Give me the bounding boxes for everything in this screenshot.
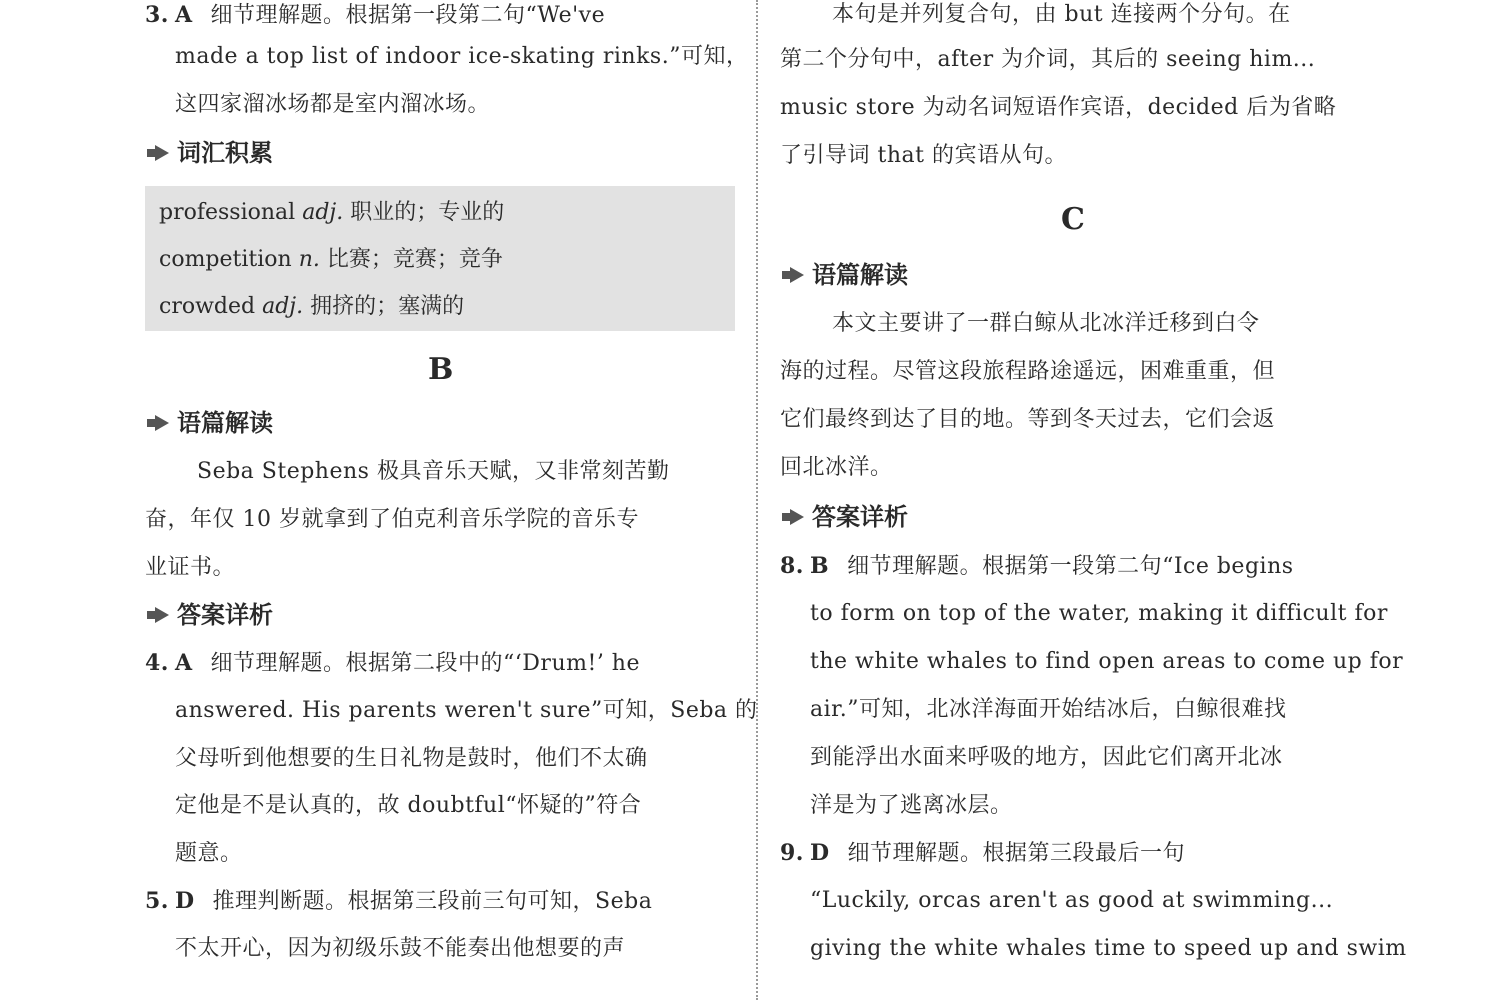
question-5-line-1 bbox=[145, 886, 652, 917]
analysis-line: 本句是并列复合句，由 but 连接两个分句。在 bbox=[832, 2, 1291, 27]
analysis-line: 了引导词 that 的宾语从句。 bbox=[780, 143, 1067, 168]
question-number: 4. bbox=[145, 650, 169, 676]
question-text: 细节理解题。根据第一段第二句“Ice begins bbox=[847, 554, 1294, 579]
b-reading-line: Seba Stephens 极具音乐天赋，又非常刻苦勤 bbox=[197, 459, 670, 484]
analysis-line: 第二个分句中，after 为介词，其后的 seeing him... bbox=[780, 47, 1316, 72]
c-reading-heading-label: 语篇解读 bbox=[812, 261, 908, 289]
vocab-meaning: 职业的；专业的 bbox=[350, 200, 505, 225]
question-8-line-1 bbox=[780, 551, 1294, 582]
c-reading-line: 它们最终到达了目的地。等到冬天过去，它们会返 bbox=[780, 407, 1276, 432]
c-reading-heading bbox=[780, 260, 908, 290]
vocab-word: crowded bbox=[159, 294, 256, 319]
vocab-pos: adj. bbox=[302, 200, 344, 225]
question-9-line-1 bbox=[780, 838, 1185, 869]
question-4-line-3: 父母听到他想要的生日礼物是鼓时，他们不太确 bbox=[175, 746, 648, 771]
vocab-heading-label: 词汇积累 bbox=[177, 139, 273, 167]
answer-letter: D bbox=[174, 888, 195, 914]
question-3-line-3: 这四家溜冰场都是室内溜冰场。 bbox=[175, 92, 491, 117]
vocab-item bbox=[159, 198, 504, 228]
answer-letter: D bbox=[809, 840, 830, 866]
question-9-line-3: giving the white whales time to speed up and swim bbox=[810, 936, 1407, 961]
question-8-line-4: air.”可知，北冰洋海面开始结冰后，白鲸很难找 bbox=[810, 697, 1287, 722]
question-3-line-1 bbox=[145, 0, 605, 31]
vocab-meaning: 拥挤的；塞满的 bbox=[310, 294, 465, 319]
vocab-meaning: 比赛；竞赛；竞争 bbox=[326, 247, 503, 272]
question-5-line-2: 不太开心，因为初级乐鼓不能奏出他想要的声 bbox=[175, 936, 626, 961]
c-answer-heading bbox=[780, 502, 908, 532]
vocab-word: professional bbox=[159, 200, 296, 225]
section-c-title: C bbox=[1061, 202, 1085, 237]
question-number: 8. bbox=[780, 553, 804, 579]
arrow-marker-icon bbox=[155, 415, 169, 431]
vocab-word: competition bbox=[159, 247, 292, 272]
question-4-line-1 bbox=[145, 648, 640, 679]
question-text: 细节理解题。根据第二段中的“‘Drum!’ he bbox=[210, 651, 640, 676]
analysis-line: music store 为动名词短语作宾语，decided 后为省略 bbox=[780, 95, 1337, 120]
question-number: 5. bbox=[145, 888, 169, 914]
b-reading-line: 奋，年仅 10 岁就拿到了伯克利音乐学院的音乐专 bbox=[145, 507, 639, 532]
arrow-marker-icon bbox=[790, 509, 804, 525]
vocab-pos: adj. bbox=[262, 294, 304, 319]
answer-letter: B bbox=[809, 553, 830, 579]
question-8-line-5: 到能浮出水面来呼吸的地方，因此它们离开北冰 bbox=[810, 745, 1283, 770]
column-divider bbox=[756, 0, 758, 1000]
question-4-line-5: 题意。 bbox=[175, 841, 243, 866]
question-text: 细节理解题。根据第一段第二句“We've bbox=[210, 3, 606, 28]
arrow-marker-icon bbox=[155, 607, 169, 623]
question-4-line-2: answered. His parents weren't sure”可知，Seba 的 bbox=[175, 698, 758, 723]
question-number: 3. bbox=[145, 2, 169, 28]
vocab-heading bbox=[145, 138, 273, 168]
section-b-title: B bbox=[428, 352, 454, 387]
c-reading-line: 回北冰洋。 bbox=[780, 455, 893, 480]
c-reading-line: 海的过程。尽管这段旅程路途遥远，困难重重，但 bbox=[780, 359, 1276, 384]
b-reading-line: 业证书。 bbox=[145, 555, 236, 580]
arrow-marker-icon bbox=[155, 145, 169, 161]
c-answer-heading-label: 答案详析 bbox=[812, 503, 908, 531]
vocab-pos: n. bbox=[298, 247, 320, 272]
answer-letter: A bbox=[174, 2, 193, 28]
question-text: 细节理解题。根据第三段最后一句 bbox=[847, 841, 1186, 866]
vocab-item bbox=[159, 292, 464, 322]
c-reading-line: 本文主要讲了一群白鲸从北冰洋迁移到白令 bbox=[832, 311, 1260, 336]
b-answer-heading bbox=[145, 600, 273, 630]
vocab-box bbox=[145, 186, 735, 331]
question-8-line-3: the white whales to find open areas to come up for bbox=[810, 649, 1404, 674]
b-answer-heading-label: 答案详析 bbox=[177, 601, 273, 629]
b-reading-heading-label: 语篇解读 bbox=[177, 409, 273, 437]
answer-letter: A bbox=[174, 650, 193, 676]
question-text: 推理判断题。根据第三段前三句可知，Seba bbox=[212, 889, 653, 914]
arrow-marker-icon bbox=[790, 267, 804, 283]
question-4-line-4: 定他是不是认真的，故 doubtful“怀疑的”符合 bbox=[175, 793, 642, 818]
question-3-line-2: made a top list of indoor ice-skating rinks.”可知， bbox=[175, 44, 749, 69]
vocab-item bbox=[159, 245, 503, 275]
question-8-line-2: to form on top of the water, making it difficult for bbox=[810, 601, 1388, 626]
question-number: 9. bbox=[780, 840, 804, 866]
question-8-line-6: 洋是为了逃离冰层。 bbox=[810, 793, 1013, 818]
question-9-line-2: “Luckily, orcas aren't as good at swimming... bbox=[810, 888, 1334, 913]
b-reading-heading bbox=[145, 408, 273, 438]
